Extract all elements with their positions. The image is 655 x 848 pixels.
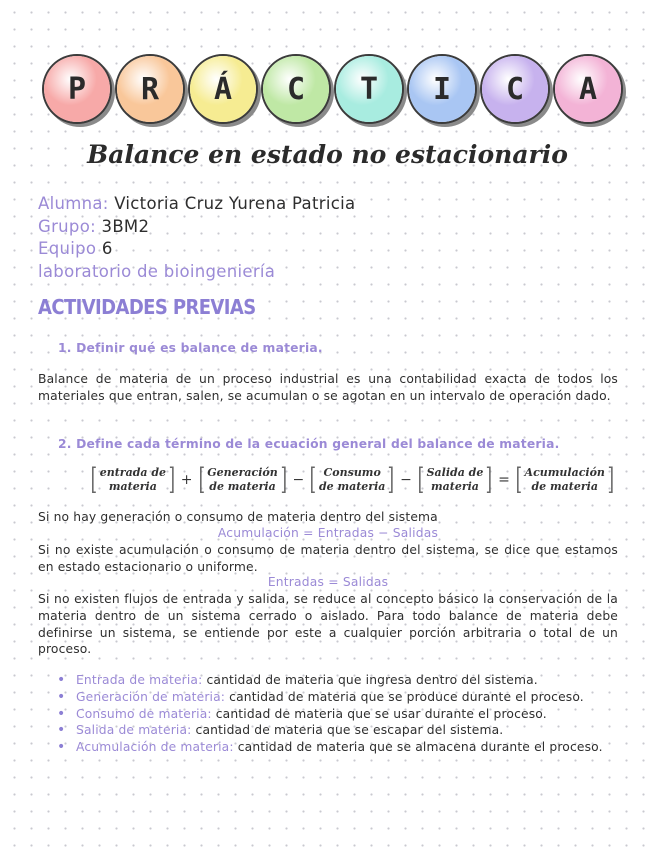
banner-letter: C <box>482 56 548 122</box>
question-2: 2. Define cada término de la ecuación general del balance de materia. <box>58 437 560 451</box>
banner-letter: P <box>44 56 110 122</box>
equation-accumulation: Acumulación = Entradas − Salidas <box>217 526 439 540</box>
list-item-text: cantidad de materia que se almacena durante el proceso. <box>233 740 603 755</box>
banner-letter: I <box>409 56 475 122</box>
lab-row <box>38 261 355 284</box>
term-line: de materia <box>209 480 276 493</box>
list-item-term: Entrada de materia: <box>76 673 203 687</box>
list-item <box>76 689 655 706</box>
list-item <box>76 722 655 739</box>
answer-1: Balance de materia de un proceso industrial es una contabilidad exacta de todos los materiales que entran, salen, se acumulan o se agotan en un intervalo de operación dado. <box>38 372 618 403</box>
term-line: Acumulación <box>524 466 605 479</box>
banner-letter: R <box>117 56 183 122</box>
equation-operator: − <box>292 472 305 488</box>
term-line: entrada de <box>99 466 167 479</box>
lab-label: laboratorio de bioingeniería <box>38 261 276 281</box>
banner-letter: C <box>263 56 329 122</box>
equation-operator: + <box>180 472 193 488</box>
list-item-text: cantidad de materia que ingresa dentro del sistema. <box>202 673 538 687</box>
list-item-term: Generación de materia: <box>76 689 226 704</box>
list-item <box>76 672 655 689</box>
equation-term: [ Acumulación de materia ] <box>515 462 615 497</box>
section-title: ACTIVIDADES PREVIAS <box>38 295 256 320</box>
list-item-text: cantidad de materia que se escapar del sistema. <box>191 723 504 738</box>
alumna-value: Victoria Cruz Yurena Patricia <box>114 194 356 213</box>
term-line: Salida de <box>426 466 484 479</box>
list-item-term: Consumo de materia: <box>76 706 212 721</box>
list-item-term: Acumulación de materia: <box>76 740 234 755</box>
paragraph-no-generation: Si no hay generación o consumo de materia dentro del sistema <box>38 510 438 524</box>
equation-term: [ Salida de materia ] <box>417 462 493 497</box>
equation-term: [ entrada de materia ] <box>90 462 176 497</box>
list-item <box>76 739 655 756</box>
equation-operator: − <box>400 472 412 488</box>
banner-letter: A <box>555 56 621 122</box>
grupo-row <box>38 216 355 239</box>
page-subtitle: Balance en estado no estacionario <box>87 140 568 169</box>
alumna-label: Alumna: <box>38 194 109 213</box>
general-balance-equation <box>88 462 617 497</box>
student-info <box>38 193 355 283</box>
term-definitions-list <box>38 672 655 756</box>
grupo-value: 3BM2 <box>101 216 150 236</box>
alumna-row <box>38 193 355 216</box>
list-item-text: cantidad de materia que se usar durante el proceso. <box>211 706 547 721</box>
equipo-value: 6 <box>101 239 113 258</box>
term-line: de materia <box>318 480 386 493</box>
list-item-term: Salida de materia: <box>76 723 192 738</box>
term-line: Generación <box>207 466 278 479</box>
equation-inputs-outputs: Entradas = Salidas <box>267 575 389 589</box>
banner-letter: T <box>336 56 402 122</box>
paragraph-steady-state: Si no existe acumulación o consumo de materia dentro del sistema, se dice que estamos en estado estacionario o uniforme. <box>38 543 618 574</box>
equipo-row <box>38 238 355 261</box>
list-item <box>76 706 655 723</box>
term-line: de materia <box>531 480 598 493</box>
term-line: Consumo <box>323 466 381 479</box>
equation-term: [ Consumo de materia ] <box>309 462 395 497</box>
list-item-text: cantidad de materia que se produce durante el proceso. <box>225 689 584 704</box>
term-line: materia <box>108 480 157 493</box>
equation-operator: = <box>498 472 510 488</box>
banner-letter: Á <box>190 56 256 122</box>
grupo-label: Grupo: <box>38 216 96 236</box>
term-line: materia <box>430 480 479 493</box>
equation-term: [ Generación de materia ] <box>198 462 287 497</box>
question-1: 1. Definir qué es balance de materia. <box>58 341 323 355</box>
equipo-label: Equipo <box>38 239 97 258</box>
title-banner <box>40 50 630 138</box>
paragraph-closed-system: Si no existen flujos de entrada y salida, se reduce al concepto básico la conservación de la materia dentro de un sistema cerrado o aislado. Para todo balance de materia debe definirse un sistema, se entiende por este a cualquier porción arbitraria o total de un proceso. <box>38 592 618 657</box>
